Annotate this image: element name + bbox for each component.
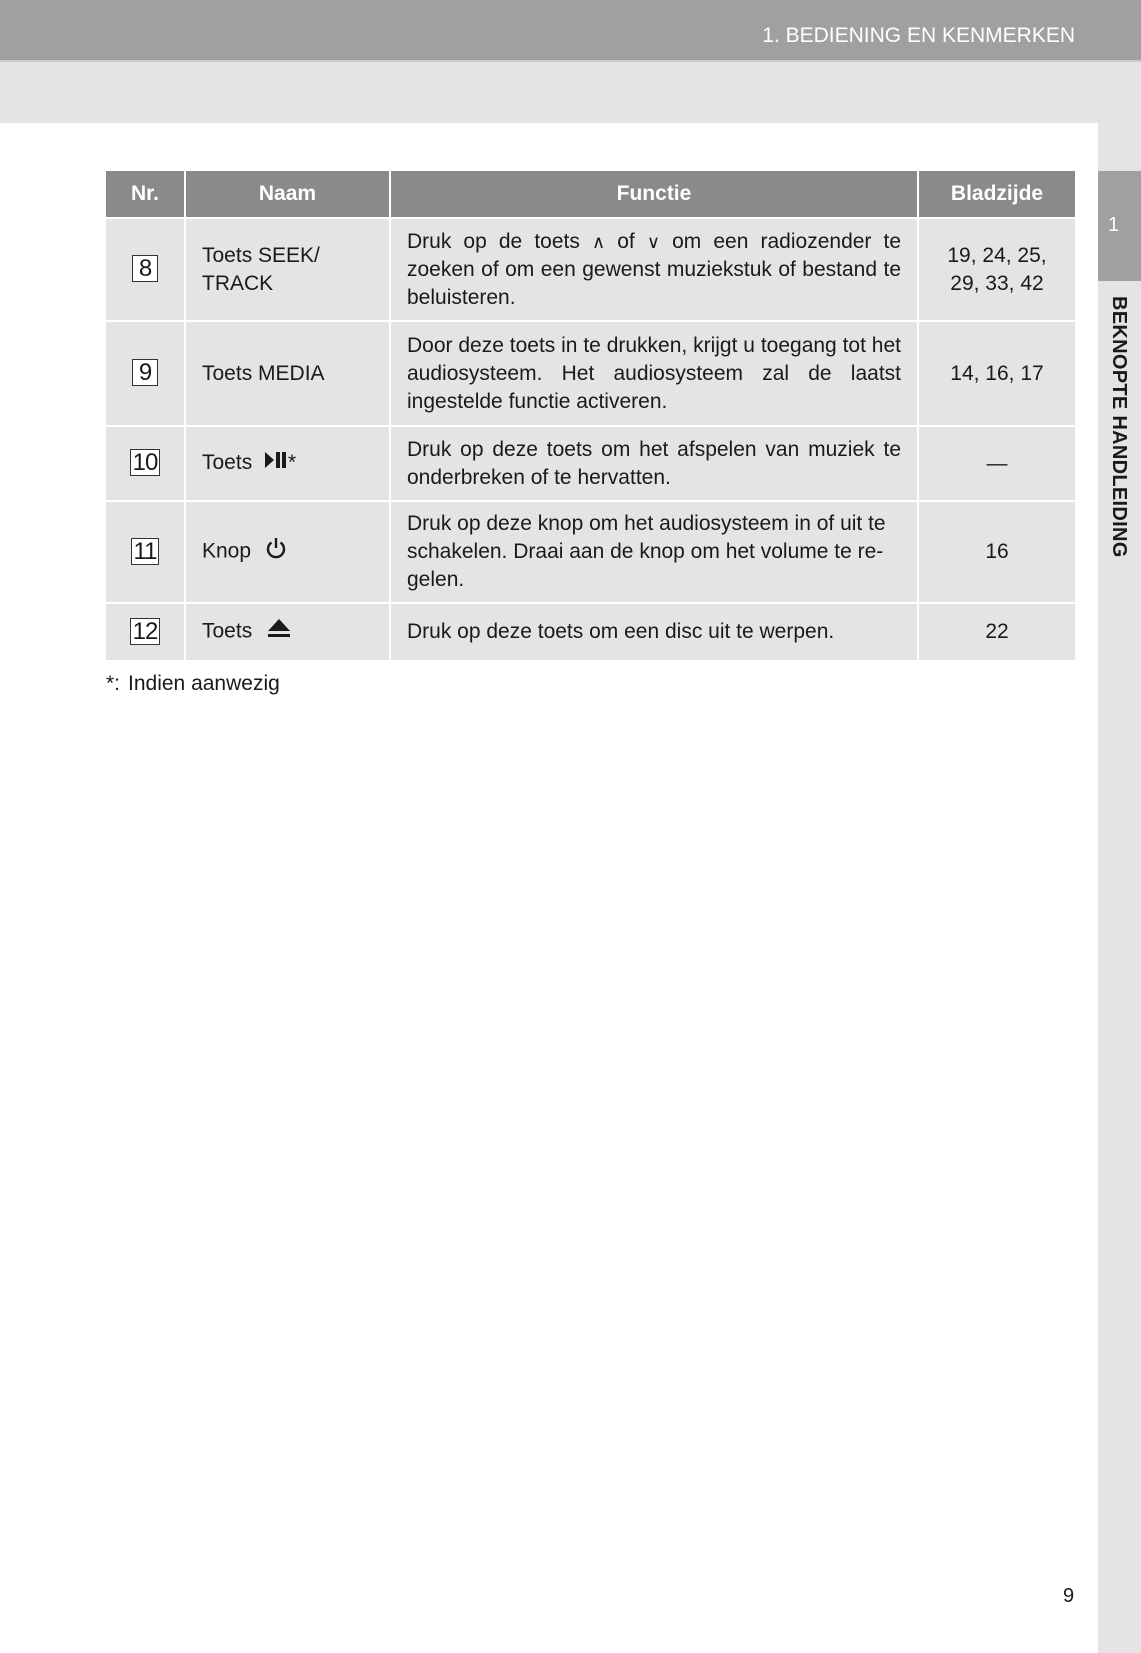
functie-cell: Druk op deze knop om het audiosysteem in of uit te schakelen. Draai aan de knop om het volume te re-gelen. [390,501,918,603]
page-refs: — [986,451,1008,475]
nr-cell [106,321,185,426]
running-header-bar [0,0,1141,62]
page-ref-cell [918,426,1075,501]
column-header-naam: Naam [185,171,390,218]
chapter-tab[interactable] [1098,171,1141,281]
table-header-row [106,171,1075,218]
item-number-badge: 12 [130,618,161,645]
page-refs[interactable]: 16 [985,540,1009,563]
page-ref-cell [918,321,1075,426]
item-number-badge: 8 [132,255,158,282]
column-header-functie: Functie [390,171,918,218]
table-row [106,321,1075,426]
section-title: 1. BEDIENING EN KENMERKEN [762,24,1075,47]
chapter-label: BEKNOPTE HANDLEIDING [1108,296,1130,558]
table-row [106,426,1075,501]
nr-cell [106,426,185,501]
item-number-badge: 11 [131,538,160,565]
column-header-nr: Nr. [106,171,185,218]
page-ref-cell [918,603,1075,661]
footnote-text: Indien aanwezig [128,672,280,695]
nr-cell [106,218,185,321]
item-number-badge: 9 [132,359,158,386]
functie-cell: Druk op deze toets om een disc uit te werpen. [390,603,918,661]
page-refs[interactable]: 22 [985,620,1009,643]
naam-cell [185,501,390,603]
availability-asterisk: * [288,451,297,475]
page-refs[interactable]: 14, 16, 17 [950,361,1044,385]
eject-icon [266,617,292,647]
naam-cell [185,426,390,501]
controls-table [106,171,1075,662]
table-row [106,218,1075,321]
functie-cell: Door deze toets in te drukken, krijgt u toegang tot het audiosysteem. Het audiosysteem zal de laatst ingestelde functie activeren. [390,321,918,426]
column-header-bladzijde: Bladzijde [918,171,1075,218]
seek-up-icon: ∧ [591,231,606,252]
table-row [106,603,1075,661]
power-icon [265,536,287,568]
page-ref-cell [918,218,1075,321]
naam-cell [185,218,390,321]
nr-cell [106,501,185,603]
functie-cell: Druk op deze toets om het afspelen van muziek te onderbreken of te hervatten. [390,426,918,501]
page-ref-cell [918,501,1075,603]
table-row [106,501,1075,603]
control-name: Toets [202,619,253,643]
naam-cell [185,603,390,661]
page-refs[interactable]: 19, 24, 25, 29, 33, 42 [947,243,1047,295]
play-pause-icon [264,450,288,478]
footnote [106,672,280,696]
naam-cell [185,321,390,426]
control-name: Toets SEEK/ TRACK [202,243,320,295]
item-number-badge: 10 [130,449,161,476]
chapter-number: 1 [1108,214,1120,236]
footnote-mark: *: [106,672,121,695]
control-name: Toets [202,451,253,475]
header-band [0,62,1141,123]
page-number: 9 [1063,1585,1075,1607]
seek-down-icon: ∨ [646,231,661,252]
nr-cell [106,603,185,661]
functie-cell: Druk op de toets ∧ of ∨ om een radiozender te zoeken of om een gewenst muziekstuk of bestand te beluisteren. [390,218,918,321]
control-name: Knop [202,539,252,563]
control-name: Toets MEDIA [202,361,325,385]
